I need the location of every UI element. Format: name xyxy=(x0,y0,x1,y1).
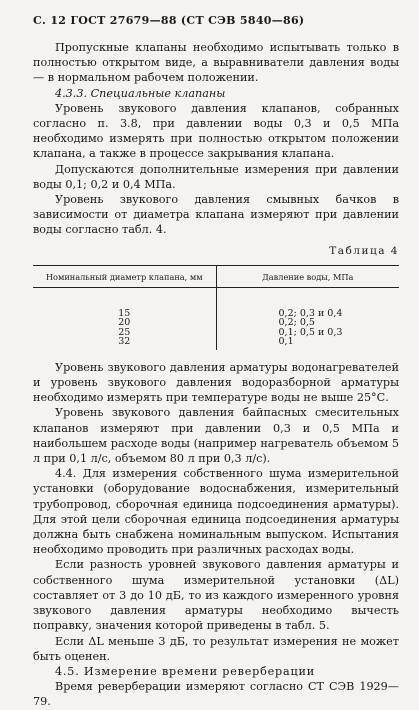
page-header: С. 12 ГОСТ 27679—88 (СТ СЭВ 5840—86) xyxy=(33,14,305,27)
table-4 xyxy=(33,265,399,350)
table-cell: 25 xyxy=(118,326,131,338)
paragraph: Если разность уровней звукового давления арматуры и собственного шума измерительной установки (ΔL) составляет от 3 до 10 дБ, то из каждого измеренного уровня звукового давления арматуры необходимо вычесть поправку, значения которой приведены в табл. 5. xyxy=(33,558,399,633)
paragraph: Уровень звукового давления клапанов, собранных согласно п. 3.8, при давлении воды 0,3 и 0,5 МПа необходимо измерять при полностью открытом положении клапана, а также в процессе закрывания клапана. xyxy=(33,101,399,161)
table-caption: Таблица 4 xyxy=(329,244,399,257)
paragraph: Время реверберации измеряют согласно СТ СЭВ 1929—79. xyxy=(33,680,399,709)
paragraph: Уровень звукового давления байпасных смесительных клапанов измеряют при давлении 0,3 и 0,5 МПа и наибольшем расходе воды (например нагреватель объемом 5 л при 0,1 л/с, объемом 80 л при 0,3 л/с). xyxy=(33,406,399,466)
section-heading-4-3-3: 4.3.3. Специальные клапаны xyxy=(55,86,226,100)
table-cell: 0,2; 0,5 xyxy=(278,317,315,329)
table-cell: 15 xyxy=(118,307,131,319)
table-header-diameter: Номинальный диаметр клапана, мм xyxy=(33,265,216,287)
table-cell: 0,2; 0,3 и 0,4 xyxy=(278,307,343,319)
document-body xyxy=(33,40,399,710)
table-header-pressure: Давление воды, МПа xyxy=(216,265,399,287)
paragraph: Если ΔL меньше 3 дБ, то результат измерения не может быть оценен. xyxy=(33,634,399,663)
table-cell: 0,1; 0,5 и 0,3 xyxy=(278,326,343,338)
paragraph: Допускаются дополнительные измерения при давлении воды 0,1; 0,2 и 0,4 МПа. xyxy=(33,162,399,191)
table-cell: 32 xyxy=(118,336,131,348)
table-cell: 0,1 xyxy=(278,336,294,348)
paragraph: Уровень звукового давления арматуры водонагревателей и уровень звукового давления водоразборной арматуры необходимо измерять при температуре воды не выше 25°С. xyxy=(33,360,399,405)
paragraph: Пропускные клапаны необходимо испытывать только в полностью открытом виде, а выравниватели давления воды — в нормальном рабочем положении. xyxy=(33,41,399,85)
table-row xyxy=(33,287,399,350)
table-cell: 20 xyxy=(118,317,131,329)
section-heading-4-5: 4.5. Измерение времени реверберации xyxy=(55,664,315,678)
paragraph: Уровень звукового давления смывных бачков в зависимости от диаметра клапана измеряют при давлении воды согласно табл. 4. xyxy=(33,193,399,237)
table-col-diameter xyxy=(33,287,216,350)
paragraph: 4.4. Для измерения собственного шума измерительной установки (оборудование водоснабжения, измерительный трубопровод, сборочная единица подсоединения арматуры). Для этой цели сборочная единица подсоединения арматуры должна быть снабжена номинальным выпуском. Испытания необходимо проводить при различных расходах воды. xyxy=(33,467,399,557)
table-col-pressure xyxy=(216,287,399,350)
